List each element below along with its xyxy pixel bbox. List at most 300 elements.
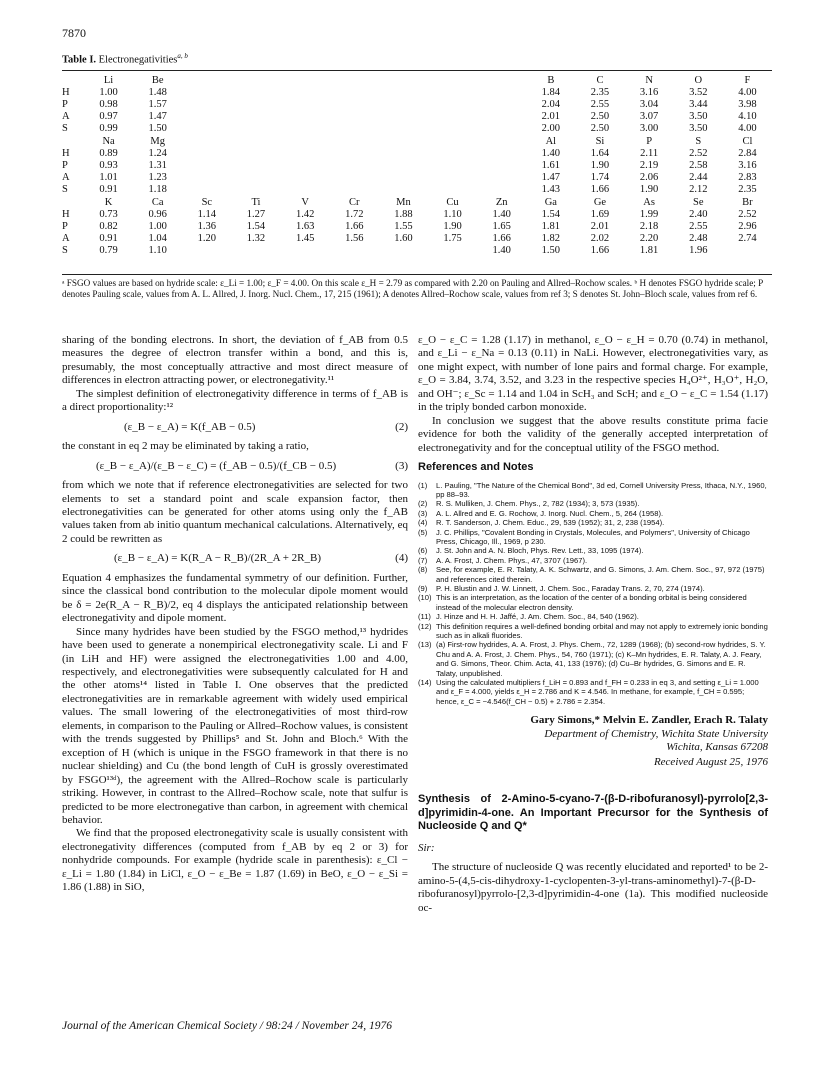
table-cell bbox=[182, 87, 231, 99]
scale-label: S bbox=[62, 123, 68, 134]
reference-text: J. C. Phillips, "Covalent Bonding in Crystals, Molecules, and Polymers", University of Chicago Press, Chicago, Ill., 1969, p 230. bbox=[436, 527, 750, 546]
table-cell bbox=[231, 123, 280, 135]
table-cell bbox=[428, 245, 477, 257]
table-cell: 1.90 bbox=[443, 221, 462, 232]
table-cell: 0.91 bbox=[99, 233, 118, 244]
table-top-rule bbox=[62, 70, 772, 71]
element-symbol bbox=[281, 74, 330, 87]
table-cell: 1.42 bbox=[295, 209, 315, 220]
element-symbol bbox=[477, 135, 526, 148]
table-cell bbox=[330, 160, 379, 172]
table-cell bbox=[62, 74, 84, 87]
table-cell: 2.55 bbox=[590, 99, 610, 110]
table-cell: 1.55 bbox=[394, 221, 413, 232]
table-cell: 0.79 bbox=[99, 245, 118, 256]
paragraph: Since many hydrides have been studied by the FSGO method,¹³ hydrides have been used to generate a nonempirical electronegativity scale. Li and F (in LiH and HF) were assigned the electronegativities 1.00 and 4.00, respectively, and electronegativities were subsequently calculated for H and the other atoms¹⁴ listed in Table I. One observes that the predicted electronegativities are in remarkable agreement with widely used empirical values. The small lowering of the electronegativities of most third-row elements, in comparison to the Pauling or Allred–Rochow values, is consistent with the trends suggested by Phillips⁵ and St. John and Bloch.⁶ With the exception of H (which is unique in the FSGO framework in that there is no nuclear shielding) and Cu (the bond length of CuH is grossly overestimated by FSGO¹³ᵈ), the agreement with the Allred–Rochow scale is particularly striking. However, in contrast to the Allred–Rochow scale, note that sulfur is predicted to be more electronegative than carbon, in agreement with chemical behavior. bbox=[62, 625, 408, 826]
table-cell: 2.00 bbox=[541, 123, 561, 134]
communication-title: Synthesis of 2-Amino-5-cyano-7-(β-D-ribofuranosyl)-pyrrolo[2,3-d]pyrimidin-4-one. An Important Precursor for the Synthesis of Nucleoside Q and Q* bbox=[418, 793, 768, 833]
equation-text: (ε_B − ε_A) = K(R_A − R_B)/(2R_A + 2R_B) bbox=[114, 552, 322, 565]
table-cell: 2.83 bbox=[738, 172, 757, 183]
table-cell bbox=[182, 123, 231, 135]
table-header-row bbox=[62, 135, 772, 148]
table-cell: 1.04 bbox=[148, 233, 167, 244]
table-cell: 1.50 bbox=[148, 123, 167, 134]
table-cell: 2.48 bbox=[689, 233, 708, 244]
reference-number: (12) bbox=[418, 621, 432, 631]
table-cell: 1.61 bbox=[541, 160, 561, 171]
table-cell: 3.50 bbox=[689, 111, 708, 122]
table-cell: 1.20 bbox=[197, 233, 217, 244]
element-symbol: Br bbox=[742, 196, 753, 208]
reference-item bbox=[418, 556, 768, 565]
table-cell: 0.98 bbox=[99, 99, 118, 110]
element-symbol: S bbox=[695, 135, 702, 147]
table-cell: 3.00 bbox=[639, 123, 659, 134]
page-number: 7870 bbox=[62, 26, 86, 40]
reference-number: (13) bbox=[418, 640, 432, 650]
table-cell bbox=[477, 184, 526, 196]
table-cell bbox=[477, 172, 526, 184]
reference-number: (6) bbox=[418, 546, 428, 556]
equation-number: (4) bbox=[395, 552, 408, 565]
table-row bbox=[62, 184, 772, 196]
table-cell: 1.65 bbox=[492, 221, 511, 232]
table-cell: 0.99 bbox=[99, 123, 118, 134]
table-cell: 2.74 bbox=[738, 233, 757, 244]
table-cell bbox=[281, 184, 330, 196]
table-cell: 0.82 bbox=[99, 221, 118, 232]
table-cell bbox=[379, 245, 428, 257]
table-cell: 1.81 bbox=[639, 245, 659, 256]
element-symbol: Ca bbox=[151, 196, 164, 208]
element-symbol: Mn bbox=[396, 196, 411, 208]
table-cell bbox=[379, 87, 428, 99]
table-cell: 1.32 bbox=[246, 233, 266, 244]
table-cell: 2.35 bbox=[590, 87, 610, 98]
reference-item bbox=[418, 593, 768, 612]
table-footnote: ᵃ FSGO values are based on hydride scale: ε_Li = 1.00; ε_F = 4.00. On this scale ε_H = 2.79 as compared with 2.20 on Pauling and Allred–Rochow scales. ᵇ H denotes FSGO hydride scale; P denotes Pauling scale, values from A. L. Allred, J. Inorg. Nucl. Chem., 17, 215 (1961); A denotes Allred–Rochow scale, values from ref 3; S denotes St. John–Bloch scale, values from ref 6. bbox=[62, 278, 763, 300]
salutation: Sir: bbox=[418, 841, 435, 854]
reference-number: (2) bbox=[418, 499, 428, 509]
paragraph: the constant in eq 2 may be eliminated by taking a ratio, bbox=[62, 440, 309, 453]
element-symbol: Li bbox=[103, 74, 114, 86]
element-symbol: Cr bbox=[349, 196, 360, 208]
table-cell: 1.00 bbox=[148, 221, 167, 232]
element-symbol: Be bbox=[151, 74, 164, 86]
equation-text: (ε_B − ε_A) = K(f_AB − 0.5) bbox=[124, 420, 256, 433]
table-cell bbox=[477, 87, 526, 99]
table-cell: 1.72 bbox=[345, 209, 364, 220]
element-symbol bbox=[182, 135, 231, 148]
table-cell: 0.96 bbox=[148, 209, 167, 220]
reference-item bbox=[418, 640, 768, 678]
table-row bbox=[62, 160, 772, 172]
table-cell bbox=[477, 111, 526, 123]
table-cell bbox=[281, 99, 330, 111]
table-cell: 2.52 bbox=[689, 148, 708, 159]
element-symbol: Cl bbox=[742, 135, 753, 147]
element-symbol: Ge bbox=[593, 196, 607, 208]
element-symbol: Ga bbox=[544, 196, 557, 208]
table-cell bbox=[379, 123, 428, 135]
left-column bbox=[62, 334, 408, 895]
table-row bbox=[62, 172, 772, 184]
table-row bbox=[62, 111, 772, 123]
table-cell: 2.50 bbox=[590, 111, 610, 122]
affiliation-department: Department of Chemistry, Wichita State University bbox=[544, 727, 768, 740]
reference-number: (11) bbox=[418, 612, 431, 622]
table-cell: 3.16 bbox=[639, 87, 659, 98]
table-cell: 1.60 bbox=[394, 233, 413, 244]
paragraph: from which we note that if reference electronegativities are selected for two elements to set a standard point and scale expansion factor, then electronegativities can be generated for other atoms using only the f_AB values taken from ab initio quantum mechanical calculations. Alternatively, eq 2 could be rewritten as bbox=[62, 479, 408, 545]
table-cell bbox=[428, 160, 477, 172]
table-row bbox=[62, 209, 772, 221]
references-list bbox=[418, 481, 768, 707]
reference-item bbox=[418, 612, 768, 621]
table-row bbox=[62, 123, 772, 135]
table-cell bbox=[428, 172, 477, 184]
table-cell: 1.45 bbox=[295, 233, 315, 244]
table-cell bbox=[281, 111, 330, 123]
table-cell: 2.18 bbox=[639, 221, 659, 232]
table-cell: 1.31 bbox=[148, 160, 167, 171]
table-cell: 0.73 bbox=[99, 209, 118, 220]
reference-number: (4) bbox=[418, 518, 428, 528]
table-cell: 0.89 bbox=[99, 148, 118, 159]
table-cell bbox=[231, 160, 280, 172]
element-symbol bbox=[231, 74, 280, 87]
table-cell bbox=[182, 111, 231, 123]
table-cell: 1.66 bbox=[345, 221, 364, 232]
table-cell bbox=[428, 148, 477, 160]
reference-text: R. S. Mulliken, J. Chem. Phys., 2, 782 (1934); 3, 573 (1935). bbox=[436, 499, 640, 509]
reference-number: (7) bbox=[418, 555, 428, 565]
table-cell: 1.54 bbox=[541, 209, 561, 220]
table-cell: 1.66 bbox=[590, 184, 610, 195]
references-heading: References and Notes bbox=[418, 461, 534, 474]
scale-label: P bbox=[62, 160, 68, 171]
table-cell bbox=[281, 148, 330, 160]
element-symbol: Sc bbox=[201, 196, 213, 208]
table-cell bbox=[477, 123, 526, 135]
table-cell bbox=[330, 87, 379, 99]
reference-text: (a) First-row hydrides, A. A. Frost, J. Phys. Chem., 72, 1289 (1968); (b) second-row hydrides, S. Y. Chu and A. A. Frost, J. Chem. Phys., 54, 760 (1971); (c) K–Mn hydrides, E. R. Talaty, A. J. Feary, and G. Simons, Theor. Chim. Acta, 41, 133 (1976); (d) Cu–Br hydrides, G. Simons and E. R. Talaty, unpublished. bbox=[436, 640, 766, 678]
table-cell: 1.10 bbox=[148, 245, 167, 256]
authors: Gary Simons,* Melvin E. Zandler, Erach R. Talaty bbox=[530, 714, 768, 727]
element-symbol bbox=[379, 135, 428, 148]
element-symbol bbox=[428, 135, 477, 148]
table-cell bbox=[281, 160, 330, 172]
table-cell bbox=[231, 148, 280, 160]
table-cell: 1.57 bbox=[148, 99, 167, 110]
table-row bbox=[62, 221, 772, 233]
table-row bbox=[62, 148, 772, 160]
element-symbol: P bbox=[646, 135, 653, 147]
element-symbol: Al bbox=[545, 135, 557, 147]
reference-item bbox=[418, 499, 768, 508]
table-caption-sup: a, b bbox=[177, 52, 188, 60]
table-cell: 1.81 bbox=[541, 221, 561, 232]
scale-label: P bbox=[62, 99, 68, 110]
table-cell bbox=[231, 245, 280, 257]
table-cell bbox=[182, 99, 231, 111]
table-cell: 2.50 bbox=[590, 123, 610, 134]
table-cell bbox=[330, 172, 379, 184]
element-symbol: Mg bbox=[150, 135, 165, 147]
element-symbol bbox=[477, 74, 526, 87]
table-cell bbox=[379, 172, 428, 184]
table-cell: 1.00 bbox=[99, 87, 118, 98]
reference-item bbox=[418, 678, 768, 706]
reference-item bbox=[418, 622, 768, 641]
scale-label: P bbox=[62, 221, 68, 232]
table-cell: 1.40 bbox=[492, 245, 511, 256]
right-column bbox=[418, 334, 768, 915]
element-symbol: O bbox=[694, 74, 703, 86]
table-cell: 2.40 bbox=[689, 209, 708, 220]
table-cell: 1.56 bbox=[345, 233, 364, 244]
element-symbol: Ti bbox=[251, 196, 261, 208]
table-cell: 1.88 bbox=[394, 209, 413, 220]
paragraph: The simplest definition of electronegativity difference in terms of f_AB is a direct proportionality:¹² bbox=[62, 387, 408, 414]
table-cell: 2.58 bbox=[689, 160, 708, 171]
equation-4 bbox=[62, 546, 408, 571]
element-symbol bbox=[330, 135, 379, 148]
table-caption bbox=[62, 52, 188, 66]
table-cell bbox=[330, 123, 379, 135]
table-row bbox=[62, 87, 772, 99]
table-row bbox=[62, 245, 772, 257]
element-symbol: Cu bbox=[446, 196, 459, 208]
paragraph: The structure of nucleoside Q was recently elucidated and reported¹ to be 2-amino-5-(4,5-cis-dihydroxy-1-cyclopenten-3-yl-trans-aminomethyl)-7-(β-D-ribofuranosyl)pyrrolo-[2,3-d]pyrimidin-4-one (1a). This modified nucleoside oc- bbox=[418, 861, 768, 914]
paragraph: We find that the proposed electronegativity scale is usually consistent with electronegativity differences (computed from f_AB by eq 2 or 3) for nonhydride compounds. For example (hydride scale in parenthesis): ε_Cl − ε_Li = 1.80 (1.84) in LiCl, ε_O − ε_Be = 1.87 (1.69) in BeO, ε_O − ε_Si = 1.86 (1.88) in SiO, bbox=[62, 827, 408, 894]
equation-3 bbox=[62, 454, 408, 479]
table-header-row bbox=[62, 196, 772, 209]
table-cell: 0.91 bbox=[99, 184, 118, 195]
table-cell: 1.99 bbox=[639, 209, 659, 220]
element-symbol: As bbox=[643, 196, 655, 208]
element-symbol: Zn bbox=[495, 196, 508, 208]
scale-label: S bbox=[62, 245, 68, 256]
table-cell: 1.24 bbox=[148, 148, 167, 159]
table-cell: 4.00 bbox=[738, 87, 757, 98]
table-row bbox=[62, 99, 772, 111]
element-symbol: Si bbox=[595, 135, 605, 147]
table-cell bbox=[428, 87, 477, 99]
table-cell: 1.10 bbox=[443, 209, 462, 220]
table-cell: 1.40 bbox=[492, 209, 511, 220]
table-cell: 1.74 bbox=[590, 172, 610, 183]
table-cell bbox=[477, 160, 526, 172]
table-cell bbox=[182, 245, 231, 257]
reference-item bbox=[418, 584, 768, 593]
paragraph: ε_O − ε_C = 1.28 (1.17) in methanol, ε_O − ε_H = 0.70 (0.74) in methanol, and ε_Li − ε_Na = 0.13 (0.11) in NaLi. However, electronegativities vary, as one might expect, with number of lone pairs and formal charge. For example, ε_O = 3.84, 3.74, 3.52, and 3.23 in the respective species H₄O²⁺, H₃O⁺, H₂O, and OH⁻; ε_Sc = 1.14 and 1.04 in ScH₃ and ScH; and ε_O − ε_C = 1.54 (1.17) in the triply bonded carbon monoxide. bbox=[418, 334, 768, 414]
element-symbol bbox=[428, 74, 477, 87]
element-symbol: Na bbox=[102, 135, 115, 147]
table-cell: 2.12 bbox=[689, 184, 708, 195]
table-cell: 3.98 bbox=[738, 99, 757, 110]
table-cell: 2.55 bbox=[689, 221, 708, 232]
table-cell bbox=[477, 148, 526, 160]
table-cell bbox=[428, 123, 477, 135]
table-bottom-rule bbox=[62, 274, 772, 275]
table-cell: 3.16 bbox=[738, 160, 757, 171]
element-symbol bbox=[330, 74, 379, 87]
table-cell: 2.06 bbox=[639, 172, 659, 183]
table-cell bbox=[723, 245, 772, 257]
reference-text: See, for example, E. R. Talaty, A. K. Schwartz, and G. Simons, J. Am. Chem. Soc., 97, 972 (1975) and references cited therein. bbox=[436, 565, 765, 584]
table-cell bbox=[231, 111, 280, 123]
reference-number: (8) bbox=[418, 565, 428, 575]
table-cell: 1.75 bbox=[443, 233, 462, 244]
received-date: Received August 25, 1976 bbox=[653, 755, 768, 768]
scale-label: A bbox=[62, 233, 70, 244]
table-cell: 0.97 bbox=[99, 111, 118, 122]
equation-number: (3) bbox=[395, 459, 408, 472]
table-cell: 1.43 bbox=[541, 184, 561, 195]
paragraph: sharing of the bonding electrons. In short, the deviation of f_AB from 0.5 measures the degree of electron transfer within a bond, and this is, presumably, the most conceptually attractive and most direct measure of differences in electron attracting power, or electronegativity.¹¹ bbox=[62, 334, 408, 387]
table-cell bbox=[330, 148, 379, 160]
scale-label: H bbox=[62, 87, 70, 98]
reference-text: J. Hinze and H. H. Jaffé, J. Am. Chem. Soc., 84, 540 (1962). bbox=[436, 612, 639, 622]
table-cell bbox=[428, 111, 477, 123]
paragraph: Equation 4 emphasizes the fundamental symmetry of our definition. Further, since the classical bond contribution to the molecular dipole moment would be δ = 2e(R_A − R_B)/2, eq 4 displays the anticipated relationship between electronegativity and dipole moment. bbox=[62, 571, 408, 625]
table-cell bbox=[281, 87, 330, 99]
element-symbol: C bbox=[596, 74, 604, 86]
reference-text: P. H. Blustin and J. W. Linnett, J. Chem. Soc., Faraday Trans. 2, 70, 274 (1974). bbox=[436, 584, 705, 593]
table-cell: 1.63 bbox=[295, 221, 315, 232]
table-cell: 2.19 bbox=[639, 160, 659, 171]
table-cell: 1.82 bbox=[541, 233, 561, 244]
table-cell: 1.69 bbox=[590, 209, 610, 220]
table-cell: 1.47 bbox=[148, 111, 167, 122]
table-cell bbox=[182, 172, 231, 184]
table-cell: 1.18 bbox=[148, 184, 167, 195]
reference-item bbox=[418, 509, 768, 518]
reference-number: (14) bbox=[418, 678, 432, 688]
table-cell bbox=[330, 111, 379, 123]
reference-text: This definition requires a well-defined bonding orbital and may not apply to extremely ionic bonding such as in alkali fluorides. bbox=[436, 621, 768, 641]
table-cell: 3.44 bbox=[689, 99, 708, 110]
table-cell: 2.35 bbox=[738, 184, 757, 195]
table-cell bbox=[379, 148, 428, 160]
table-cell: 2.04 bbox=[541, 99, 561, 110]
table-cell: 1.64 bbox=[590, 148, 610, 159]
table-cell: 1.54 bbox=[246, 221, 266, 232]
element-symbol bbox=[379, 74, 428, 87]
reference-text: A. A. Frost, J. Chem. Phys., 47, 3707 (1967). bbox=[436, 555, 588, 565]
reference-item bbox=[418, 518, 768, 527]
table-cell bbox=[231, 172, 280, 184]
element-symbol: V bbox=[301, 196, 309, 208]
table-cell bbox=[182, 148, 231, 160]
table-cell: 1.48 bbox=[148, 87, 167, 98]
affiliation-location: Wichita, Kansas 67208 bbox=[666, 740, 768, 753]
table-cell bbox=[428, 184, 477, 196]
reference-number: (1) bbox=[418, 480, 428, 490]
table-header-row bbox=[62, 74, 772, 87]
element-symbol: B bbox=[547, 74, 555, 86]
table-cell: 1.40 bbox=[541, 148, 561, 159]
reference-number: (3) bbox=[418, 508, 428, 518]
table-cell: 1.66 bbox=[492, 233, 511, 244]
element-symbol bbox=[182, 74, 231, 87]
reference-item bbox=[418, 565, 768, 584]
electronegativity-table bbox=[62, 74, 772, 257]
table-cell bbox=[182, 184, 231, 196]
table-cell bbox=[231, 87, 280, 99]
reference-text: J. St. John and A. N. Bloch, Phys. Rev. Lett., 33, 1095 (1974). bbox=[436, 546, 644, 556]
table-cell bbox=[62, 135, 84, 148]
scale-label: A bbox=[62, 172, 70, 183]
table-cell: 1.84 bbox=[541, 87, 561, 98]
element-symbol: N bbox=[645, 74, 653, 86]
table-cell: 2.52 bbox=[738, 209, 757, 220]
table-cell bbox=[281, 245, 330, 257]
table-cell bbox=[231, 184, 280, 196]
table-cell: 1.96 bbox=[689, 245, 708, 256]
equation-text: (ε_B − ε_A)/(ε_B − ε_C) = (f_AB − 0.5)/(f_CB − 0.5) bbox=[96, 459, 337, 472]
table-cell: 1.23 bbox=[148, 172, 167, 183]
table-cell bbox=[231, 99, 280, 111]
scale-label: A bbox=[62, 111, 70, 122]
reference-number: (9) bbox=[418, 584, 428, 593]
table-cell: 1.66 bbox=[590, 245, 610, 256]
table-cell bbox=[281, 123, 330, 135]
scale-label: H bbox=[62, 209, 70, 220]
equation-2 bbox=[62, 415, 408, 440]
table-cell bbox=[330, 184, 379, 196]
reference-text: A. L. Allred and E. G. Rochow, J. Inorg. Nucl. Chem., 5, 264 (1958). bbox=[436, 508, 664, 518]
reference-text: L. Pauling, "The Nature of the Chemical Bond", 3d ed, Cornell University Press, Ithaca, N.Y., 1960, pp 88–93. bbox=[436, 480, 767, 499]
reference-item bbox=[418, 528, 768, 547]
reference-text: R. T. Sanderson, J. Chem. Educ., 29, 539 (1952); 31, 2, 238 (1954). bbox=[436, 518, 665, 528]
table-row bbox=[62, 233, 772, 245]
table-cell bbox=[428, 99, 477, 111]
table-cell: 1.90 bbox=[639, 184, 659, 195]
table-cell: 3.50 bbox=[689, 123, 708, 134]
scale-label: S bbox=[62, 184, 68, 195]
table-cell: 1.36 bbox=[197, 221, 217, 232]
element-symbol bbox=[231, 135, 280, 148]
table-cell: 2.20 bbox=[639, 233, 659, 244]
table-cell bbox=[379, 111, 428, 123]
table-cell bbox=[477, 99, 526, 111]
table-cell bbox=[281, 172, 330, 184]
table-cell bbox=[330, 245, 379, 257]
reference-text: This is an interpretation, as the location of the center of a bonding orbital is being considered instead of the molecular electron density. bbox=[436, 593, 747, 612]
table-cell: 1.47 bbox=[541, 172, 561, 183]
table-cell: 1.01 bbox=[99, 172, 118, 183]
table-caption-text: Electronegativities bbox=[98, 54, 178, 66]
table-cell: 3.07 bbox=[639, 111, 659, 122]
table-cell bbox=[379, 160, 428, 172]
equation-number: (2) bbox=[395, 420, 408, 433]
element-symbol: Se bbox=[693, 196, 704, 208]
table-cell: 2.96 bbox=[738, 221, 757, 232]
table-caption-label: Table I. bbox=[62, 54, 97, 66]
table-cell bbox=[182, 160, 231, 172]
reference-text: Using the calculated multipliers f_LiH = 0.893 and f_FH = 0.233 in eq 3, and setting ε_Li = 1.000 and ε_F = 4.000, yields ε_H = 2.786 and K = 4.546. In methane, for example, f_CH = 0.595; hence, ε_C = −4.546(f_CH − 0.5) + 2.786 = 2.354. bbox=[436, 678, 759, 706]
table-cell: 2.01 bbox=[541, 111, 561, 122]
journal-footer: Journal of the American Chemical Society / 98:24 / November 24, 1976 bbox=[62, 1020, 393, 1032]
table-cell: 3.52 bbox=[689, 87, 708, 98]
element-symbol: K bbox=[104, 196, 113, 208]
scale-label: H bbox=[62, 148, 70, 159]
table-cell: 4.00 bbox=[738, 123, 757, 134]
element-symbol bbox=[281, 135, 330, 148]
table-cell: 1.14 bbox=[197, 209, 217, 220]
